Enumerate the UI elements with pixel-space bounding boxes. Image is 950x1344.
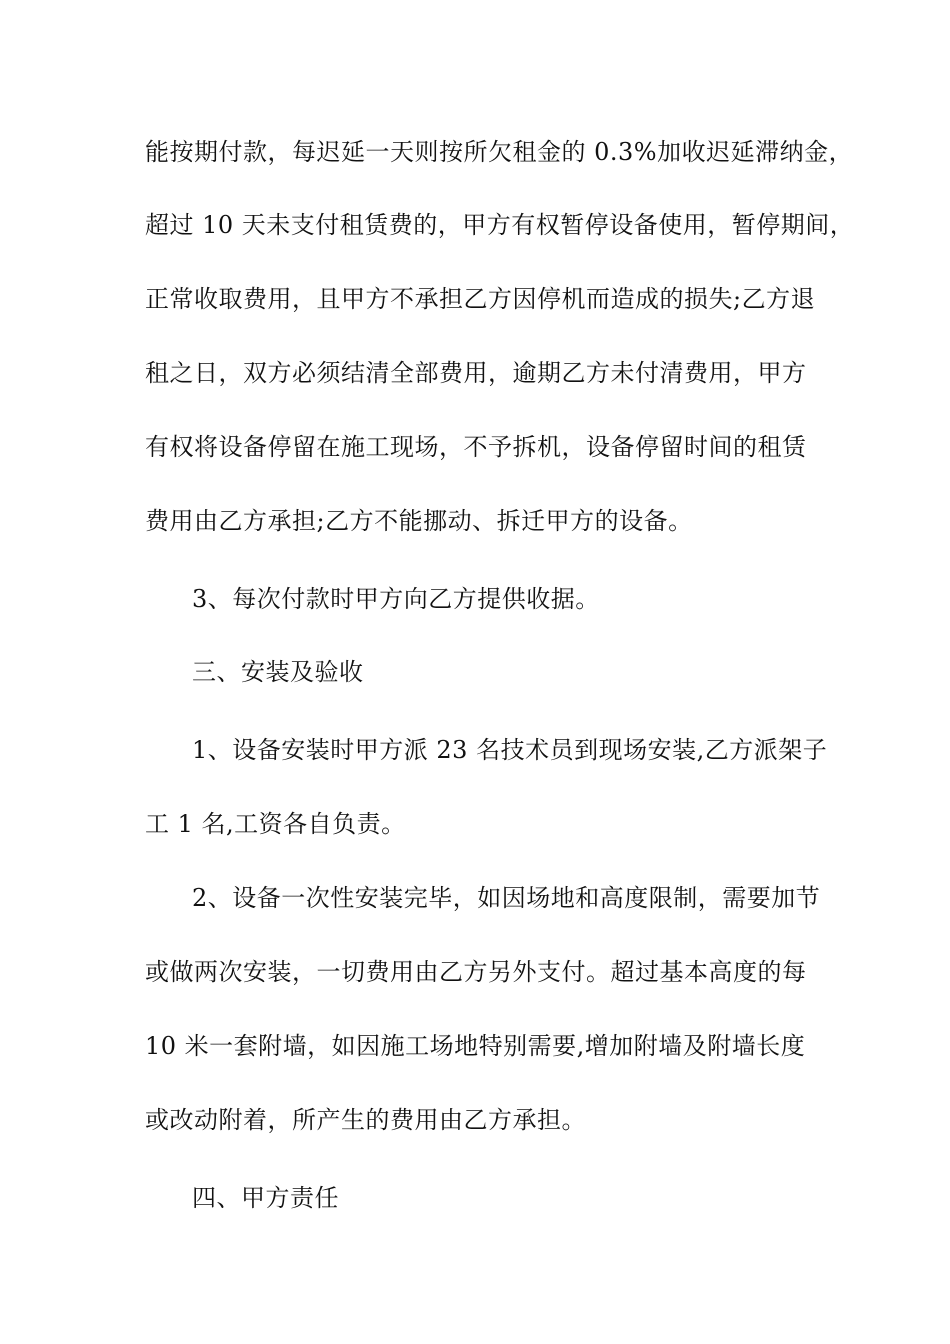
- section-heading: 四、甲方责任: [192, 1184, 339, 1212]
- section-heading: 三、安装及验收: [192, 658, 364, 686]
- paragraph-line: 有权将设备停留在施工现场，不予拆机，设备停留时间的租赁: [145, 433, 807, 461]
- paragraph-line: 租之日，双方必须结清全部费用，逾期乙方未付清费用，甲方: [145, 359, 807, 387]
- paragraph-line: 或做两次安装，一切费用由乙方另外支付。超过基本高度的每: [145, 958, 807, 986]
- paragraph-line: 费用由乙方承担;乙方不能挪动、拆迁甲方的设备。: [145, 507, 693, 535]
- paragraph-line: 能按期付款，每迟延一天则按所欠租金的 0.3%加收迟延滞纳金，: [145, 138, 854, 166]
- numbered-item: 2、设备一次性安装完毕，如因场地和高度限制，需要加节: [192, 884, 821, 912]
- paragraph-line: 正常收取费用，且甲方不承担乙方因停机而造成的损失;乙方退: [145, 285, 816, 313]
- numbered-item: 1、设备安装时甲方派 23 名技术员到现场安装,乙方派架子: [192, 736, 828, 764]
- paragraph-line: 工 1 名,工资各自负责。: [145, 810, 406, 838]
- numbered-item: 3、每次付款时甲方向乙方提供收据。: [192, 585, 600, 613]
- paragraph-line: 10 米一套附墙，如因施工场地特别需要,增加附墙及附墙长度: [145, 1032, 806, 1060]
- paragraph-line: 超过 10 天未支付租赁费的，甲方有权暂停设备使用，暂停期间，: [145, 211, 855, 239]
- paragraph-line: 或改动附着，所产生的费用由乙方承担。: [145, 1106, 586, 1134]
